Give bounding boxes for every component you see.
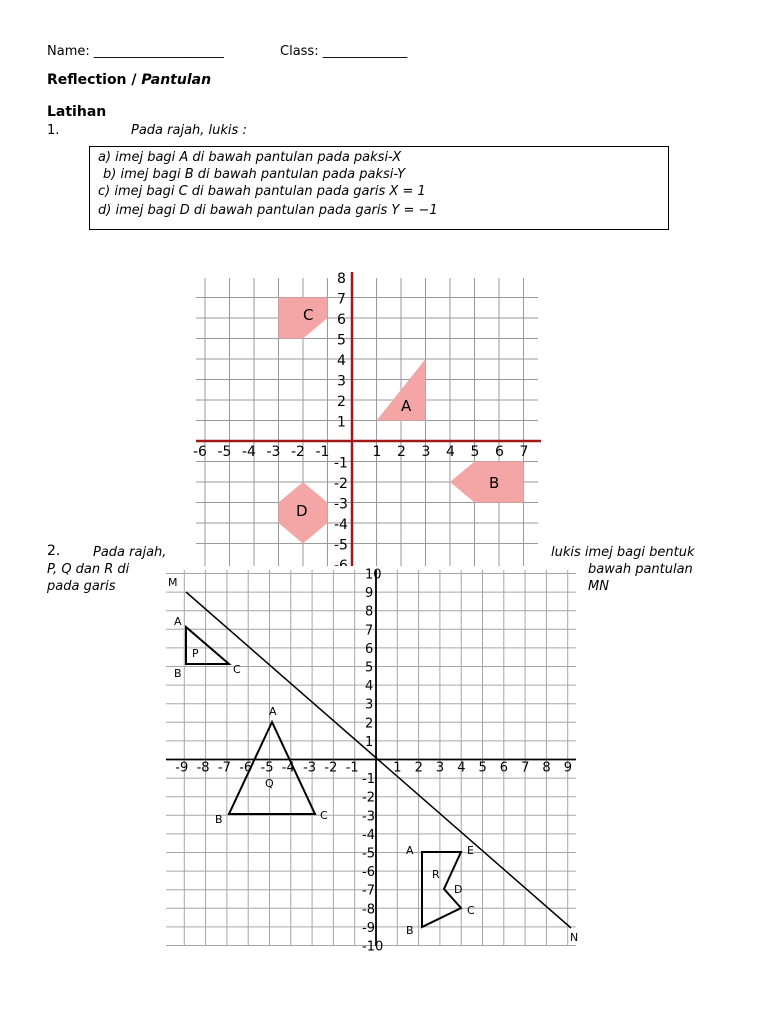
x-tick-label: 3 <box>421 444 431 460</box>
x-tick-label: -2 <box>291 444 305 460</box>
q1-prompt: Pada rajah, lukis : <box>131 123 247 138</box>
y-tick-label: -3 <box>362 809 375 825</box>
x-tick-label: -6 <box>193 444 207 460</box>
y-tick-label: 3 <box>365 697 374 713</box>
y-tick-label: 1 <box>337 414 346 431</box>
y-tick-label: -5 <box>334 537 348 554</box>
y-tick-label: -1 <box>334 455 348 472</box>
y-tick-label: -9 <box>362 920 375 936</box>
q1-item-c: c) imej bagi C di bawah pantulan pada garis X = 1 <box>98 184 426 199</box>
r-vertex-c: C <box>467 904 475 917</box>
q2-prompt-right: lukis imej bagi bentuk <box>551 545 695 560</box>
x-tick-label: -4 <box>281 760 295 776</box>
x-tick-label: 5 <box>478 760 487 776</box>
q2-line3-left: pada garis <box>47 579 116 594</box>
y-tick-label: 9 <box>365 586 374 602</box>
q-vertex-a: A <box>269 705 277 718</box>
x-tick-label: 7 <box>519 444 529 460</box>
x-tick-label: 3 <box>435 760 445 776</box>
x-tick-label: -3 <box>266 444 281 460</box>
point-n-label: N <box>570 931 579 944</box>
r-vertex-d: D <box>454 883 463 896</box>
title-italic: Pantulan <box>141 72 212 88</box>
q-vertex-b: B <box>215 813 223 826</box>
x-tick-label: -1 <box>345 760 359 776</box>
p-vertex-b: B <box>174 667 182 680</box>
q1-item-a: a) imej bagi A di bawah pantulan pada paksi-X <box>98 150 402 165</box>
x-tick-label: -5 <box>217 444 232 460</box>
x-tick-label: 8 <box>542 760 551 776</box>
q2-prompt-left: Pada rajah, <box>93 545 167 560</box>
x-tick-label: 6 <box>495 444 504 460</box>
x-tick-label: -8 <box>196 760 210 776</box>
y-tick-label: 6 <box>337 312 346 328</box>
q1-item-d: d) imej bagi D di bawah pantulan pada garis Y = −1 <box>98 203 438 218</box>
x-tick-label: -3 <box>303 760 317 776</box>
y-tick-label: -2 <box>334 476 348 492</box>
r-vertex-a: A <box>406 844 414 857</box>
x-tick-label: 5 <box>470 444 480 460</box>
p-vertex-a: A <box>174 615 182 628</box>
y-tick-label: -3 <box>334 496 348 513</box>
y-tick-label: -2 <box>362 790 375 806</box>
p-vertex-c: C <box>233 663 241 676</box>
r-label: R <box>432 868 440 881</box>
x-tick-label: 4 <box>457 760 466 776</box>
class-field-label: Class: _____________ <box>280 44 408 59</box>
p-label: P <box>192 647 199 660</box>
x-tick-label: 2 <box>397 444 406 460</box>
r-vertex-e: E <box>467 844 474 857</box>
q2-line2-left: P, Q dan R di <box>47 562 130 577</box>
title-main: Reflection / <box>47 72 142 88</box>
x-tick-label: 1 <box>372 444 382 460</box>
y-tick-label: 1 <box>365 734 374 750</box>
y-tick-label: 5 <box>337 332 346 349</box>
y-tick-label: 2 <box>337 394 346 410</box>
y-tick-label: 7 <box>365 623 374 639</box>
y-tick-label: -10 <box>362 939 384 955</box>
y-tick-label: 4 <box>337 353 346 369</box>
q1-number: 1. <box>47 123 60 138</box>
y-tick-label: 4 <box>365 679 374 695</box>
q2-line2-right: bawah pantulan <box>588 562 693 577</box>
q2-line3-right: MN <box>588 579 609 594</box>
y-tick-label: -1 <box>362 772 375 788</box>
y-tick-label: -4 <box>362 827 375 843</box>
y-tick-label: 3 <box>337 373 346 390</box>
x-tick-label: -1 <box>315 444 330 460</box>
r-vertex-b: B <box>406 924 414 937</box>
y-tick-label: -4 <box>334 517 348 533</box>
q2-number: 2. <box>47 543 61 559</box>
point-m-label: M <box>168 576 178 589</box>
y-tick-label: -6 <box>362 865 375 881</box>
q-label: Q <box>265 777 274 790</box>
shape-label-c: C <box>303 306 314 324</box>
q1-item-b: b) imej bagi B di bawah pantulan pada paksi-Y <box>103 167 406 182</box>
shape-label-d: D <box>296 502 308 520</box>
x-tick-label: 7 <box>521 760 530 776</box>
x-tick-label: -9 <box>175 760 189 776</box>
x-tick-label: 2 <box>414 760 423 776</box>
x-tick-label: -5 <box>260 760 274 776</box>
y-tick-label: 6 <box>365 641 374 657</box>
section-heading: Latihan <box>47 104 107 120</box>
y-tick-label: 7 <box>337 291 346 308</box>
x-tick-label: 4 <box>446 444 455 460</box>
x-tick-label: 1 <box>393 760 402 776</box>
q-vertex-c: C <box>320 809 328 822</box>
x-tick-label: -6 <box>239 760 253 776</box>
x-tick-label: -2 <box>324 760 338 776</box>
name-field-label: Name: ____________________ <box>47 44 224 59</box>
y-tick-label: 5 <box>365 660 374 676</box>
y-tick-label: -8 <box>362 902 375 918</box>
shape-label-b: B <box>489 474 500 492</box>
y-tick-label: -5 <box>362 846 375 862</box>
x-tick-label: -7 <box>217 760 231 776</box>
x-tick-label: 6 <box>499 760 509 776</box>
y-tick-label: 2 <box>365 716 374 732</box>
x-tick-label: 9 <box>563 760 572 776</box>
y-tick-label: 8 <box>337 271 346 287</box>
x-tick-label: -4 <box>242 444 256 460</box>
y-tick-label: -7 <box>362 883 375 899</box>
y-tick-label: 8 <box>365 604 374 620</box>
shape-label-a: A <box>401 397 412 415</box>
y-tick-label: 10 <box>365 567 382 583</box>
